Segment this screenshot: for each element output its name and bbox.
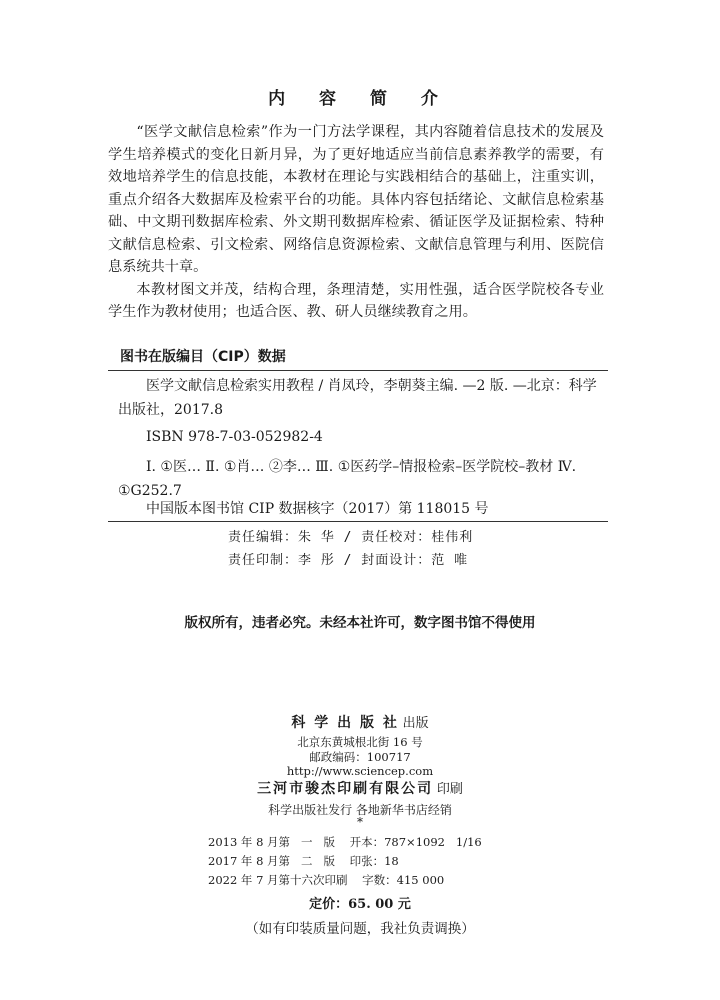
publisher-name: 科 学 出 版 社 xyxy=(291,715,399,731)
separator-star: * xyxy=(357,815,363,829)
copyright-notice: 版权所有，违者必究。未经本社许可，数字图书馆不得使用 xyxy=(184,615,536,631)
publisher-postcode: 邮政编码：100717 xyxy=(309,750,411,764)
intro-paragraph-2: 本教材图文并茂，结构合理，条理清楚，实用性强，适合医学院校各专业学生作为教材使用；也适合医、教、研人员继续教育之用。 xyxy=(108,281,604,320)
cip-box xyxy=(108,370,608,522)
edition-line-3: 2022 年 7 月第十六次印刷 字数：415 000 xyxy=(208,873,445,887)
cip-line-classification: Ⅰ. ①医… Ⅱ. ①肖… ②李… Ⅲ. ①医药学–情报检索–医学院校–教材 Ⅳ. ①G252.7 xyxy=(118,459,577,499)
edition-line-2: 2017 年 8 月第 二 版 印张：18 xyxy=(208,854,399,868)
distribution-line: 科学出版社发行 各地新华书店经销 xyxy=(268,803,452,817)
printer-role: 印刷 xyxy=(436,782,463,797)
cip-line-title: 医学文献信息检索实用教程 / 肖凤玲，李朝葵主编. —2 版. —北京：科学出版社，2017.8 xyxy=(118,378,597,418)
staff-line-1: 责任编辑：朱 华 / 责任校对：桂伟利 xyxy=(228,530,474,545)
edition-line-1: 2013 年 8 月第 一 版 开本：787×1092 1/16 xyxy=(208,835,482,849)
publisher-address: 北京东黄城根北街 16 号 xyxy=(297,735,423,749)
price: 定价：65. 00 元 xyxy=(309,897,411,912)
cip-heading: 图书在版编目（CIP）数据 xyxy=(120,349,286,365)
publisher-line xyxy=(0,712,720,732)
printer-line xyxy=(0,778,720,798)
publisher-role: 出版 xyxy=(402,716,429,731)
quality-note: （如有印装质量问题，我社负责调换） xyxy=(245,921,475,937)
printer-name: 三河市骏杰印刷有限公司 xyxy=(257,781,434,797)
staff-line-2: 责任印制：李 彤 / 封面设计：范 唯 xyxy=(228,553,469,568)
section-title: 内 容 简 介 xyxy=(268,89,452,109)
intro-text xyxy=(108,121,604,324)
publisher-url: http://www.sciencep.com xyxy=(286,764,434,778)
cip-line-isbn: ISBN 978-7-03-052982-4 xyxy=(146,429,323,445)
cip-line-record: 中国版本图书馆 CIP 数据核字（2017）第 118015 号 xyxy=(146,501,489,517)
intro-paragraph-1: “医学文献信息检索”作为一门方法学课程，其内容随着信息技术的发展及学生培养模式的变化日新月异，为了更好地适应当前信息素养教学的需要，有效地培养学生的信息技能，本教材在理论与实践相结合的基础上，注重实训，重点介绍各大数据库及检索平台的功能。具体内容包括绪论、文献信息检索基础、中文期刊数据库检索、外文期刊数据库检索、循证医学及证据检索、特种文献信息检索、引文检索、网络信息资源检索、文献信息管理与利用、医院信息系统共十章。 xyxy=(108,124,604,275)
